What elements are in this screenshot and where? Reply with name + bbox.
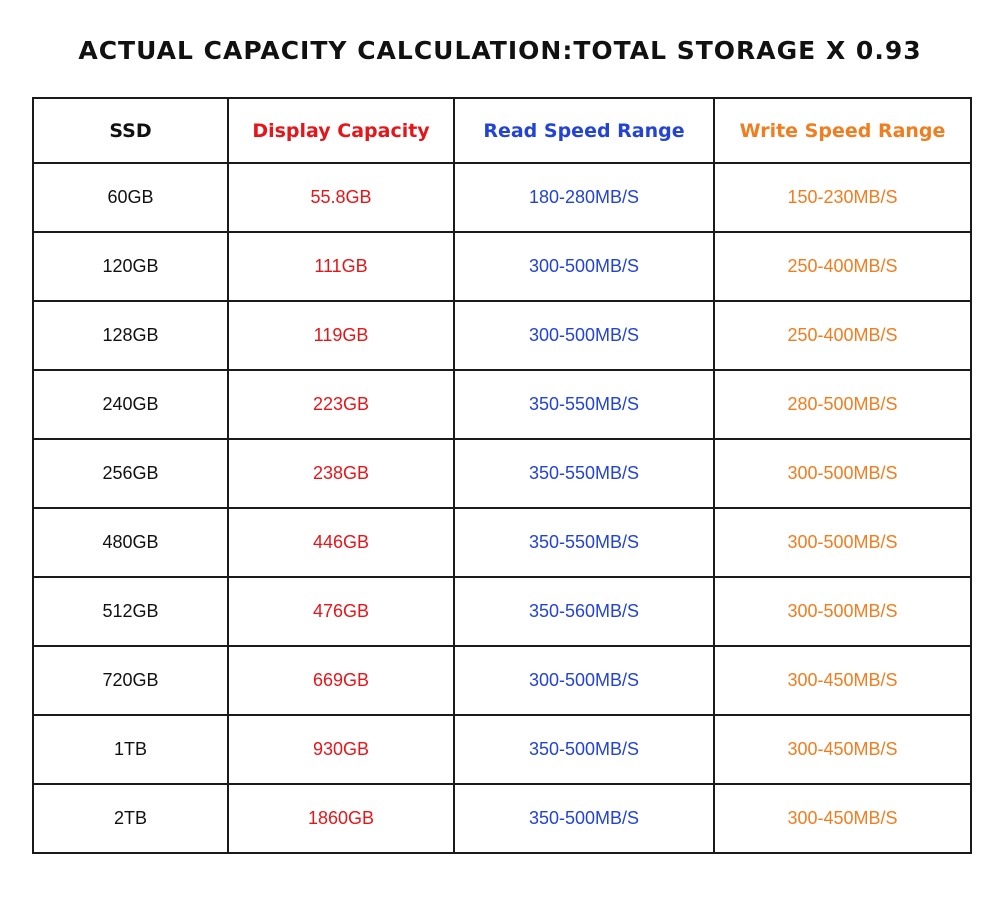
cell-write-speed: 300-450MB/S	[714, 715, 971, 784]
cell-write-speed: 300-500MB/S	[714, 439, 971, 508]
cell-read-speed: 350-550MB/S	[454, 508, 714, 577]
cell-write-speed: 150-230MB/S	[714, 163, 971, 232]
table-row	[33, 370, 971, 439]
cell-ssd: 2TB	[33, 784, 228, 853]
cell-write-speed: 280-500MB/S	[714, 370, 971, 439]
table-row	[33, 784, 971, 853]
table-row	[33, 439, 971, 508]
cell-write-speed: 300-500MB/S	[714, 577, 971, 646]
cell-write-speed: 300-450MB/S	[714, 784, 971, 853]
table-row	[33, 232, 971, 301]
cell-read-speed: 350-500MB/S	[454, 784, 714, 853]
cell-read-speed: 300-500MB/S	[454, 301, 714, 370]
cell-display-capacity: 930GB	[228, 715, 454, 784]
table-row	[33, 646, 971, 715]
table-body	[33, 163, 971, 853]
cell-ssd: 720GB	[33, 646, 228, 715]
cell-ssd: 512GB	[33, 577, 228, 646]
header-read-speed: Read Speed Range	[454, 98, 714, 163]
cell-display-capacity: 476GB	[228, 577, 454, 646]
header-write-speed: Write Speed Range	[714, 98, 971, 163]
table-row	[33, 508, 971, 577]
header-display-capacity: Display Capacity	[228, 98, 454, 163]
table-header-row	[33, 98, 971, 163]
cell-display-capacity: 111GB	[228, 232, 454, 301]
cell-display-capacity: 119GB	[228, 301, 454, 370]
cell-read-speed: 300-500MB/S	[454, 232, 714, 301]
page-title: ACTUAL CAPACITY CALCULATION:TOTAL STORAGE X 0.93	[78, 36, 922, 65]
cell-read-speed: 180-280MB/S	[454, 163, 714, 232]
cell-write-speed: 300-500MB/S	[714, 508, 971, 577]
cell-write-speed: 250-400MB/S	[714, 301, 971, 370]
cell-read-speed: 350-500MB/S	[454, 715, 714, 784]
cell-ssd: 128GB	[33, 301, 228, 370]
cell-display-capacity: 1860GB	[228, 784, 454, 853]
cell-ssd: 480GB	[33, 508, 228, 577]
cell-display-capacity: 55.8GB	[228, 163, 454, 232]
cell-read-speed: 350-560MB/S	[454, 577, 714, 646]
cell-display-capacity: 669GB	[228, 646, 454, 715]
table-row	[33, 301, 971, 370]
cell-ssd: 120GB	[33, 232, 228, 301]
cell-read-speed: 350-550MB/S	[454, 439, 714, 508]
cell-display-capacity: 446GB	[228, 508, 454, 577]
cell-read-speed: 300-500MB/S	[454, 646, 714, 715]
cell-display-capacity: 238GB	[228, 439, 454, 508]
cell-write-speed: 300-450MB/S	[714, 646, 971, 715]
cell-display-capacity: 223GB	[228, 370, 454, 439]
table-row	[33, 163, 971, 232]
table-row	[33, 577, 971, 646]
cell-read-speed: 350-550MB/S	[454, 370, 714, 439]
capacity-speed-table	[32, 97, 972, 854]
table-row	[33, 715, 971, 784]
header-ssd: SSD	[33, 98, 228, 163]
cell-ssd: 256GB	[33, 439, 228, 508]
cell-ssd: 60GB	[33, 163, 228, 232]
cell-ssd: 240GB	[33, 370, 228, 439]
cell-write-speed: 250-400MB/S	[714, 232, 971, 301]
cell-ssd: 1TB	[33, 715, 228, 784]
